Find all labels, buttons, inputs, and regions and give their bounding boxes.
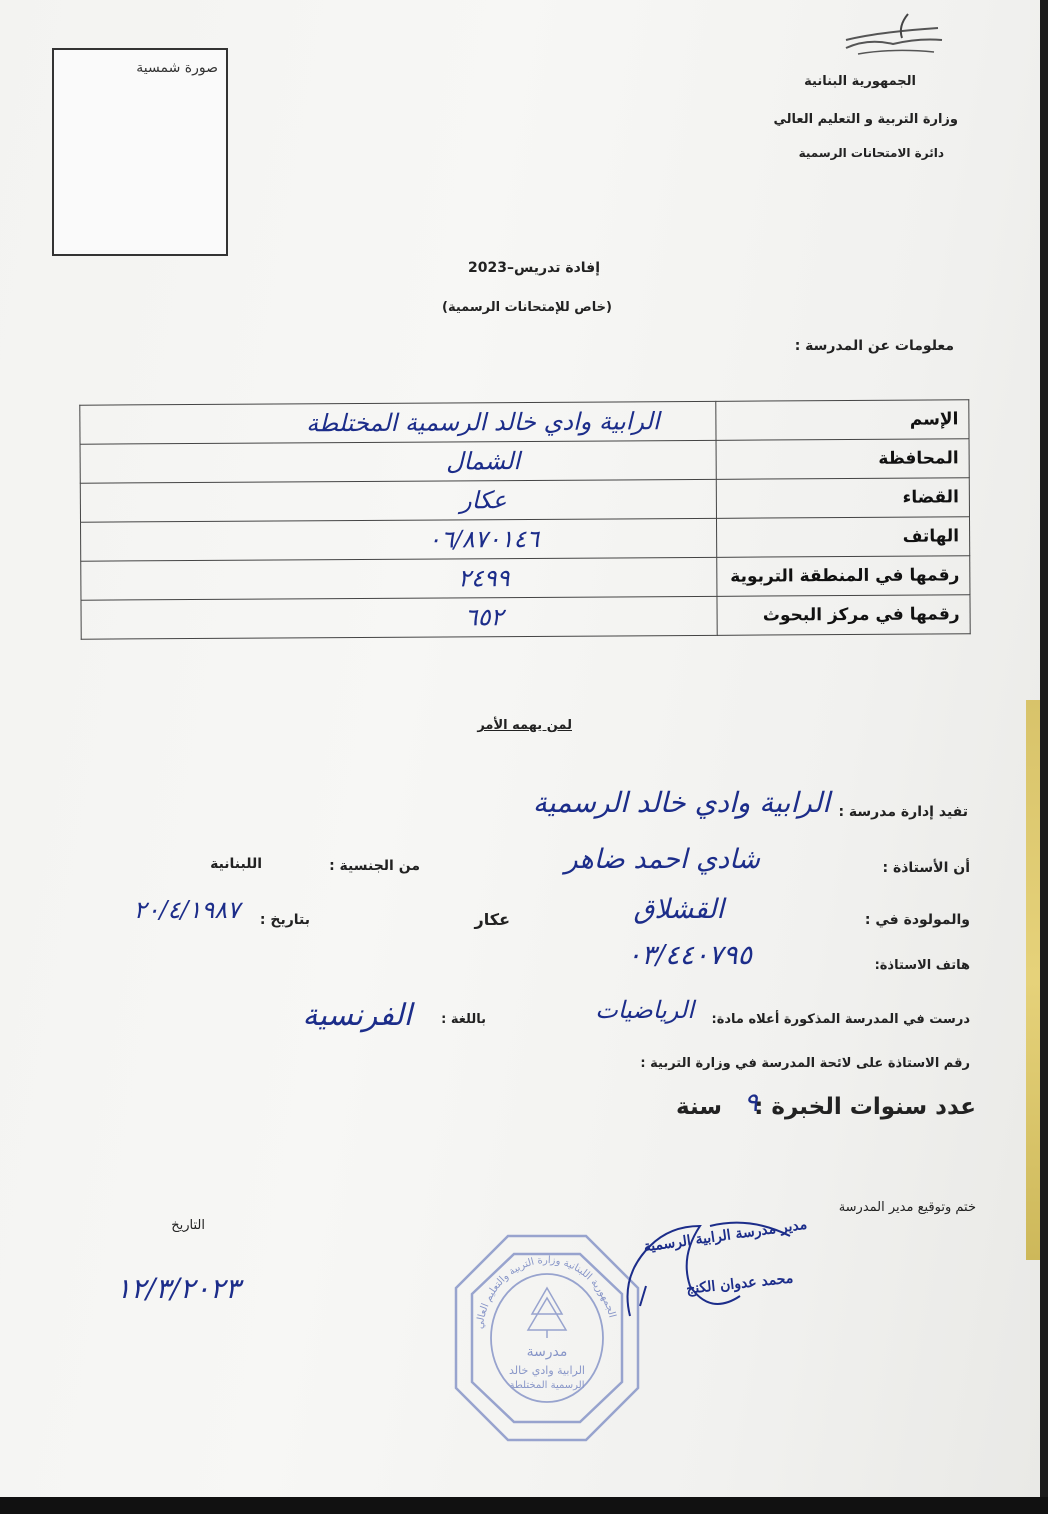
background-strip [1026,700,1040,1260]
row-value: الشمال [80,440,716,483]
row-label: رقمها في مركز البحوث [717,595,970,636]
director-name-stamp: محمد عدوان الكنج [685,1270,795,1298]
row-label: الإسم [716,400,969,441]
row-value: الرابية وادي خالد الرسمية المختلطة [80,401,716,444]
row-label: القضاء [716,478,969,519]
row-label: رقمها في المنطقة التربوية [717,556,970,597]
row-label: الهاتف [716,517,969,558]
teacher-phone-label: هاتف الاستاذة: [874,958,970,973]
photo-box [52,48,228,256]
table-row [80,478,969,522]
director-title-stamp: مدير مدرسة الرابية الرسمية [642,1216,809,1256]
row-value: ٦٥٢ [81,596,717,639]
seal-line-3: الرسمية المختلطة [509,1380,585,1391]
table-row [81,595,970,639]
teacher-label: أن الأستاذة : [882,860,970,876]
ministry-logo-icon [838,10,948,70]
seal-center-text: مدرسة [526,1344,568,1360]
nationality-value: اللبنانية [210,856,262,872]
header-department: دائرة الامتحانات الرسمية [798,146,944,160]
footer-date-label: التاريخ [171,1218,205,1233]
born-place: القشلاق [633,894,724,925]
taught-subject-value: الرياضيات [595,996,694,1024]
row-value: ٢٤٩٩ [81,557,717,600]
seal-ring-text: الجمهورية اللبنانية وزارة التربية والتعليم العالي [474,1254,618,1330]
header-republic: الجمهورية البنانية [804,74,916,89]
teacher-phone-value: ٠٣/٤٤٠٧٩٥ [626,940,752,971]
taught-subject-label: درست في المدرسة المذكورة أعلاه مادة: [711,1012,970,1027]
table-row [81,556,970,600]
table-row [80,400,969,444]
born-label: والمولودة في : [864,912,970,928]
seal-line-2: الرابية وادي خالد [509,1364,585,1377]
page-subtitle: (خاص للإمتحانات الرسمية) [442,300,612,315]
birth-date-value: ٢٠/٤/١٩٨٧ [133,896,240,924]
header-ministry: وزارة التربية و التعليم العالي [773,112,958,127]
footer-date-value: ١٢/٣/٢٠٢٣ [115,1272,240,1305]
birth-date-label: بتاريخ : [259,912,310,928]
born-district: عكار [474,910,510,929]
language-value: الفرنسية [302,998,412,1033]
ministry-number-label: رقم الاستاذة على لائحة المدرسة في وزارة التربية : [640,1056,970,1071]
cert-school-label: تفيد إدارة مدرسة : [838,804,968,820]
to-whom-heading: لمن يهمه الأمر [477,718,572,733]
nationality-label: من الجنسية : [329,858,420,874]
screen-bottom-bar [0,1497,1048,1514]
cert-school-value: الرابية وادي خالد الرسمية [532,786,830,819]
teacher-name: شادي احمد ضاهر [564,844,760,875]
svg-text:الجمهورية اللبنانية وزارة التر [474,1255,617,1330]
page-title: إفادة تدريس–2023 [468,260,600,276]
school-info-heading: معلومات عن المدرسة : [794,338,954,354]
school-info-table [79,399,970,639]
row-value: عكار [80,479,716,522]
experience-label: عدد سنوات الخبرة : [754,1094,976,1120]
photo-label: صورة شمسية [136,60,218,76]
table-row [81,517,970,561]
experience-value: ٩ [744,1088,758,1118]
table-row [80,439,969,483]
row-value: ٠٦/٨٧٠١٤٦ [81,518,717,561]
director-signature-icon [610,1196,820,1336]
signature-label: ختم وتوقيع مدير المدرسة [838,1200,976,1215]
experience-unit: سنة [676,1094,722,1120]
language-label: باللغة : [441,1012,486,1027]
row-label: المحافظة [716,439,969,480]
